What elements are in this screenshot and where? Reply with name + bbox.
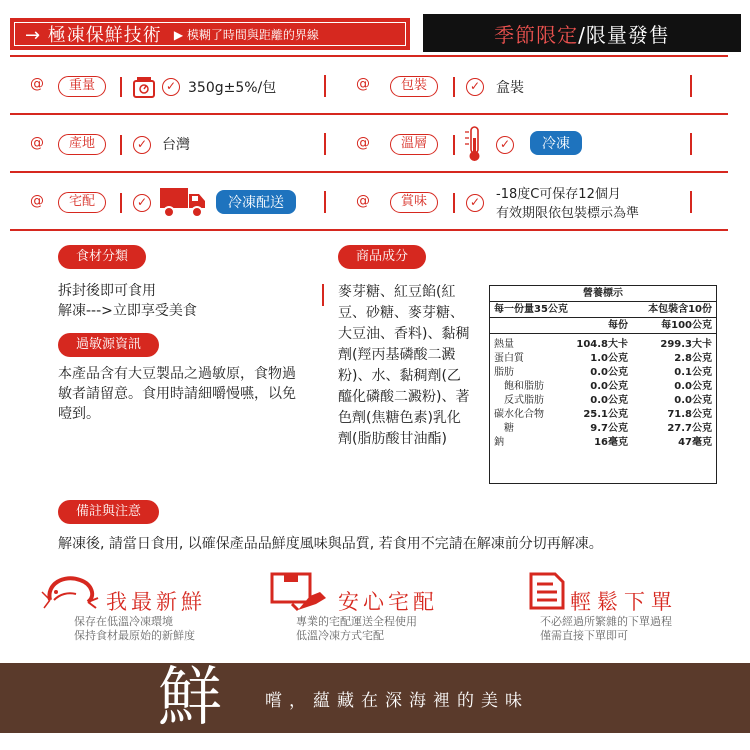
feature-fresh-line2: 保持食材最原始的新鮮度 bbox=[74, 629, 195, 642]
feature-delivery-line1: 專業的宅配運送全程使用 bbox=[296, 615, 417, 628]
nutrient-per-serving: 0.0公克 bbox=[590, 367, 628, 378]
shelf-label: 賞味 bbox=[390, 192, 438, 213]
nutrition-rows bbox=[490, 338, 716, 450]
temp-label: 溫層 bbox=[390, 134, 438, 155]
notes-text: 解凍後, 請當日食用, 以確保產品品鮮度風味與品質, 若食用不完請在解凍前分切再解凍。 bbox=[58, 536, 603, 552]
banner-big-character: 鮮 bbox=[158, 661, 222, 735]
divider bbox=[324, 191, 326, 213]
package-label: 包裝 bbox=[390, 76, 438, 97]
nutrient-per-100g: 2.8公克 bbox=[674, 353, 712, 364]
temp-value: 冷凍 bbox=[530, 131, 582, 155]
feature-delivery-title: 安心宅配 bbox=[338, 590, 438, 614]
nutrient-per-serving: 0.0公克 bbox=[590, 395, 628, 406]
nutrient-name: 碳水化合物 bbox=[494, 409, 544, 420]
nutrition-row bbox=[490, 338, 716, 352]
divider bbox=[10, 55, 728, 57]
origin-label: 產地 bbox=[58, 134, 106, 155]
at-icon: @ bbox=[30, 193, 44, 209]
nutrient-name: 脂肪 bbox=[494, 367, 514, 378]
nutrient-per-100g: 71.8公克 bbox=[667, 409, 712, 420]
nutrition-row bbox=[490, 380, 716, 394]
nutrient-name: 飽和脂肪 bbox=[494, 381, 544, 392]
nutrient-per-serving: 0.0公克 bbox=[590, 381, 628, 392]
nutrient-per-100g: 299.3大卡 bbox=[660, 339, 712, 350]
nutrient-per-100g: 27.7公克 bbox=[667, 423, 712, 434]
at-icon: @ bbox=[30, 76, 44, 92]
package-value: 盒裝 bbox=[496, 80, 524, 96]
divider bbox=[690, 75, 692, 97]
col-per-serving: 每份 bbox=[608, 320, 628, 331]
limited-label: 季節限定 bbox=[494, 22, 579, 47]
shelf-line1: -18度C可保存12個月 bbox=[496, 187, 621, 202]
header-left-banner bbox=[10, 18, 410, 50]
origin-value: 台灣 bbox=[162, 137, 190, 153]
weight-value: 350g±5%/包 bbox=[188, 80, 277, 96]
nutrition-serving-row bbox=[490, 302, 716, 318]
delivery-value: 冷凍配送 bbox=[216, 190, 296, 214]
shrimp-icon bbox=[40, 570, 102, 612]
check-icon: ✓ bbox=[466, 78, 484, 96]
nutrient-per-100g: 0.0公克 bbox=[674, 381, 712, 392]
feature-order-line2: 僅需直接下單即可 bbox=[540, 629, 628, 642]
order-form-icon bbox=[527, 570, 567, 612]
header-title: → 極凍保鮮技術 bbox=[25, 25, 162, 46]
header-right-banner bbox=[423, 14, 741, 52]
nutrition-row bbox=[490, 408, 716, 422]
at-icon: @ bbox=[30, 135, 44, 151]
nutrition-row bbox=[490, 352, 716, 366]
nutrient-name: 蛋白質 bbox=[494, 353, 524, 364]
serving-size: 每一份量35公克 bbox=[494, 304, 568, 315]
nutrient-per-serving: 16毫克 bbox=[594, 437, 628, 448]
nutrient-per-100g: 0.0公克 bbox=[674, 395, 712, 406]
at-icon: @ bbox=[356, 193, 370, 209]
nutrition-title: 營養標示 bbox=[490, 286, 716, 302]
divider bbox=[322, 284, 324, 306]
scale-icon bbox=[131, 75, 157, 99]
at-icon: @ bbox=[356, 135, 370, 151]
weight-label: 重量 bbox=[58, 76, 106, 97]
notes-title: 備註與注意 bbox=[58, 500, 159, 524]
at-icon: @ bbox=[356, 76, 370, 92]
feature-delivery-line2: 低溫冷凍方式宅配 bbox=[296, 629, 384, 642]
nutrient-per-serving: 104.8大卡 bbox=[576, 339, 628, 350]
nutrient-name: 鈉 bbox=[494, 437, 504, 448]
divider bbox=[324, 133, 326, 155]
ingredients-title: 商品成分 bbox=[338, 245, 426, 269]
feature-order-title: 輕鬆下單 bbox=[570, 590, 678, 614]
delivery-box-icon bbox=[268, 570, 330, 614]
nutrient-per-serving: 1.0公克 bbox=[590, 353, 628, 364]
divider bbox=[453, 135, 455, 155]
check-icon: ✓ bbox=[133, 136, 151, 154]
allergen-text: 本產品含有大豆製品之過敏原，食物過敏者請留意。食用時請細嚼慢嚥，以免噎到。 bbox=[58, 366, 296, 422]
ingredients-text: 麥芽糖、紅豆餡(紅豆、砂糖、麥芽糖、大豆油、香料)、黏稠劑(羥丙基磷酸二澱粉)、水、黏稠劑(乙醯化磷酸二澱粉)、著色劑(焦糖色素)乳化劑(脂肪酸甘油酯) bbox=[338, 284, 470, 447]
divider bbox=[690, 191, 692, 213]
delivery-label: 宅配 bbox=[58, 192, 106, 213]
check-icon: ✓ bbox=[466, 194, 484, 212]
divider bbox=[120, 77, 122, 97]
feature-fresh-title: 我最新鮮 bbox=[106, 590, 206, 614]
limited-sale-label: /限量發售 bbox=[578, 22, 670, 47]
nutrition-table bbox=[489, 285, 717, 484]
food-category-line1: 拆封後即可食用 bbox=[58, 283, 156, 299]
nutrient-name: 熱量 bbox=[494, 339, 514, 350]
feature-fresh-line1: 保存在低溫冷凍環境 bbox=[74, 615, 173, 628]
check-icon: ✓ bbox=[496, 136, 514, 154]
food-category-line2: 解凍--->立即享受美食 bbox=[58, 303, 197, 319]
nutrient-per-serving: 25.1公克 bbox=[583, 409, 628, 420]
feature-order-line1: 不必經過所繁雜的下單過程 bbox=[540, 615, 672, 628]
nutrient-per-serving: 9.7公克 bbox=[590, 423, 628, 434]
nutrition-row bbox=[490, 422, 716, 436]
divider bbox=[120, 193, 122, 213]
nutrition-row bbox=[490, 394, 716, 408]
divider bbox=[10, 113, 728, 115]
divider bbox=[453, 193, 455, 213]
divider bbox=[690, 133, 692, 155]
nutrient-name: 反式脂肪 bbox=[494, 395, 544, 406]
check-icon: ✓ bbox=[162, 78, 180, 96]
nutrition-header-row bbox=[490, 318, 716, 334]
nutrition-row bbox=[490, 366, 716, 380]
divider bbox=[10, 171, 728, 173]
truck-icon bbox=[159, 185, 207, 219]
food-category-title: 食材分類 bbox=[58, 245, 146, 269]
nutrient-per-100g: 0.1公克 bbox=[674, 367, 712, 378]
check-icon: ✓ bbox=[133, 194, 151, 212]
nutrient-per-100g: 47毫克 bbox=[678, 437, 712, 448]
divider bbox=[324, 75, 326, 97]
col-per-100g: 每100公克 bbox=[661, 320, 712, 331]
divider bbox=[120, 135, 122, 155]
allergen-title: 過敏源資訊 bbox=[58, 333, 159, 357]
header-subtitle: ▶ 模糊了時間與距離的界線 bbox=[173, 27, 319, 42]
servings-per-pack: 本包裝含10份 bbox=[648, 304, 712, 315]
nutrient-name: 糖 bbox=[494, 423, 514, 434]
nutrition-row bbox=[490, 436, 716, 450]
thermometer-icon bbox=[462, 124, 486, 164]
banner-text: 嚐，蘊藏在深海裡的美味 bbox=[265, 691, 529, 711]
shelf-line2: 有效期限依包裝標示為準 bbox=[496, 206, 640, 221]
divider bbox=[10, 229, 728, 231]
divider bbox=[453, 77, 455, 97]
